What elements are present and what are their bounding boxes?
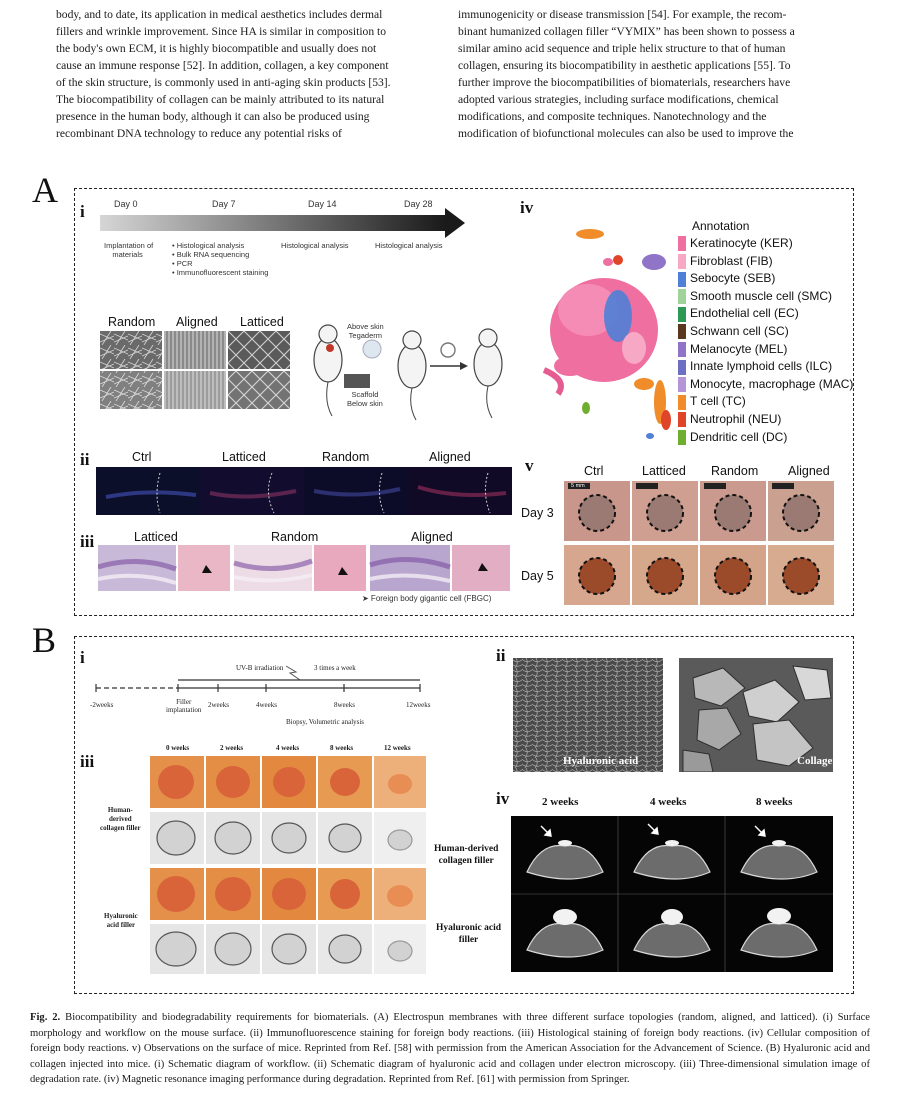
timeline-day-14: Day 14 — [308, 199, 337, 209]
text-line: collagen, ensuring its biocompatibility in aesthetic applications [55]. To — [458, 59, 791, 72]
iv-week-2: 2 weeks — [542, 796, 579, 808]
annotation-item — [678, 359, 832, 376]
annotation-swatch — [678, 324, 686, 339]
wound-photo-grid — [564, 481, 836, 607]
annotation-label: Endothelial cell (EC) — [690, 306, 799, 321]
annotation-item — [678, 271, 775, 288]
panel-b-i-label: i — [80, 648, 85, 667]
annotation-label: Sebocyte (SEB) — [690, 271, 776, 286]
iv-row-ha: Hyaluronic acid filler — [436, 923, 502, 945]
mouse-scaffold-label: Scaffold Below skin — [347, 390, 383, 408]
annotation-swatch — [678, 430, 686, 445]
iii-row-ha: Hyaluronic acid filler — [104, 912, 138, 929]
iii-row-collagen: Human- derived collagen filler — [100, 806, 141, 832]
mouse-workflow-diagram — [300, 316, 530, 426]
iii-week-4: 4 weeks — [276, 744, 300, 752]
iv-week-4: 4 weeks — [650, 796, 687, 808]
panel-a-letter: A — [32, 170, 58, 210]
panel-b-letter: B — [32, 620, 57, 660]
timeline-day-7: Day 7 — [212, 199, 236, 209]
figure-caption — [30, 1010, 870, 1088]
text-line: cause an immune response [52]. In addition, collagen, a key component — [56, 59, 389, 72]
body-text-left-column — [56, 6, 428, 142]
panel-b-timeline — [90, 662, 430, 696]
iii-week-0: 0 weeks — [166, 744, 190, 752]
ii-label-random: Random — [322, 450, 370, 464]
annotation-item — [678, 289, 832, 306]
v-col-latticed: Latticed — [642, 464, 686, 478]
timeline-note-day0: Implantation of materials — [104, 241, 154, 259]
sem-label-ha: Hyaluronic acid — [563, 755, 639, 767]
v-row-day5: Day 5 — [521, 569, 554, 583]
annotation-swatch — [678, 307, 686, 322]
iii-label-aligned: Aligned — [411, 530, 453, 544]
text-line: the body's own ECM, it is highly biocompatible and usually does not — [56, 42, 377, 55]
annotation-item — [678, 342, 787, 359]
timeline-tick-minus2: -2weeks — [90, 701, 114, 709]
text-line: The biocompatibility of collagen can be mainly attributed to its natural — [56, 93, 385, 106]
umap-scatter-plot — [538, 220, 678, 448]
iii-label-latticed: Latticed — [134, 530, 178, 544]
annotation-swatch — [678, 289, 686, 304]
mri-image-grid — [511, 816, 833, 972]
annotation-swatch — [678, 377, 686, 392]
timeline-tick-implant: Filler implantation — [166, 698, 202, 714]
histology-strip — [98, 545, 510, 591]
annotation-item — [678, 412, 781, 429]
uvb-label: UV-B irradiation — [236, 664, 284, 672]
caption-text: Biocompatibility and biodegradability requirements for biomaterials. (A) Electrospun membranes with three different surface topologies (random, aligned, and latticed). (i) Surface morphology and workflow on the mouse surface. (ii) Immunofluorescence staining for foreign body reactions. (iii) Histological staining of foreign body reactions. (iv) Cellular composition of foreign body reactions. v) Observations on the surface of mice. Reprinted from Ref. [58] with permission from the American Association for the Advancement of Science. (B) Hyaluronic acid and collagen injected into mice. (i) Schematic diagram of workflow. (ii) Schematic diagram of hyaluronic acid and collagen under electron microscopy. (iii) Three-dimensional simulation image of degradation rate. (iv) Magnetic resonance imaging performance during degradation. Reprinted from Ref. [61] with permission from Springer. — [30, 1012, 870, 1086]
annotation-swatch — [678, 412, 686, 427]
annotation-label: Smooth muscle cell (SMC) — [690, 288, 833, 303]
timeline-tick-2w: 2weeks — [208, 701, 229, 709]
timeline-note-day7: • Histological analysis • Bulk RNA sequencing • PCR • Immunofluorescent staining — [172, 241, 269, 277]
annotation-swatch — [678, 360, 686, 375]
annotation-item — [678, 236, 793, 253]
timeline-tick-12w: 12weeks — [406, 701, 431, 709]
v-row-day3: Day 3 — [521, 506, 554, 520]
iii-week-12: 12 weeks — [384, 744, 411, 752]
text-line: immunogenicity or disease transmission [54]. For example, the recom- — [458, 8, 787, 21]
annotation-item — [678, 324, 789, 341]
iii-week-2: 2 weeks — [220, 744, 244, 752]
annotation-swatch — [678, 395, 686, 410]
timeline-tick-8w: 8weeks — [334, 701, 355, 709]
text-line: binant humanized collagen filler “VYMIX” has been shown to possess a — [458, 25, 795, 38]
annotation-label: Innate lymphoid cells (ILC) — [690, 359, 833, 374]
uvb-frequency: 3 times a week — [314, 664, 356, 672]
degradation-3d-grid — [150, 756, 426, 974]
text-line: further improve the biocompatibilities of biomaterials, researchers have — [458, 76, 791, 89]
timeline-note-day14: Histological analysis — [281, 241, 349, 250]
annotation-label: Neutrophil (NEU) — [690, 412, 782, 426]
annotation-item — [678, 306, 799, 323]
annotation-label: Dendritic cell (DC) — [690, 429, 788, 444]
iii-label-random: Random — [271, 530, 319, 544]
annotation-label: Monocyte, macrophage (MAC) — [690, 376, 854, 391]
annotation-label: Fibroblast (FIB) — [690, 253, 773, 268]
panel-a-v-label: v — [525, 456, 534, 475]
panel-a-iv-label: iv — [520, 198, 534, 217]
timeline-day-28: Day 28 — [404, 199, 433, 209]
v-col-ctrl: Ctrl — [584, 464, 604, 478]
iii-week-8: 8 weeks — [330, 744, 354, 752]
panel-a-iii-label: iii — [80, 532, 95, 551]
mouse-above-skin-label: Above skin Tegaderm — [347, 322, 384, 340]
annotation-swatch — [678, 342, 686, 357]
annotation-swatch — [678, 236, 686, 251]
iv-week-8: 8 weeks — [756, 796, 793, 808]
annotation-label: Schwann cell (SC) — [690, 324, 789, 338]
annotation-item — [678, 254, 773, 271]
panel-a-ii-label: ii — [80, 450, 90, 469]
text-line: modification of biofunctional molecules can also be used to improve the — [458, 127, 794, 140]
annotation-swatch — [678, 272, 686, 287]
text-line: fillers and wrinkle improvement. Since HA is similar in composition to — [56, 25, 387, 38]
annotation-title: Annotation — [692, 219, 750, 233]
ii-label-latticed: Latticed — [222, 450, 266, 464]
caption-label: Fig. 2. — [30, 1012, 61, 1023]
annotation-item — [678, 377, 853, 394]
annotation-item — [678, 394, 746, 411]
panel-a-i-label: i — [80, 202, 85, 221]
sem-label-collagen: Collagen — [797, 755, 839, 767]
timeline-day-0: Day 0 — [114, 199, 138, 209]
panel-b-iii-label: iii — [80, 752, 95, 771]
annotation-label: T cell (TC) — [690, 394, 746, 409]
timeline-note-day28: Histological analysis — [375, 241, 443, 250]
timeline-tick-4w: 4weeks — [256, 701, 277, 709]
text-line: presence in the human body, although it can also be produced using — [56, 110, 370, 123]
v-col-aligned: Aligned — [788, 464, 830, 478]
text-line: of the skin structure, is commonly used in anti-aging skin products [53]. — [56, 76, 391, 89]
text-line: recombinant DNA technology to reduce any potential risks of — [56, 127, 342, 140]
scale-label: 5 mm — [571, 483, 585, 489]
biopsy-label: Biopsy, Volumetric analysis — [286, 718, 365, 726]
panel-b-ii-label: ii — [496, 646, 506, 665]
body-text-right-column — [458, 6, 855, 142]
membrane-label-random: Random — [108, 315, 156, 329]
annotation-swatch — [678, 254, 686, 269]
text-line: adopted various strategies, including surface modifications, chemical — [458, 93, 779, 106]
immunofluorescence-strip — [96, 467, 512, 515]
panel-b-iv-label: iv — [496, 789, 510, 808]
v-col-random: Random — [711, 464, 759, 478]
text-line: body, and to date, its application in medical aesthetics includes dermal — [56, 8, 383, 21]
membrane-sem-images — [100, 331, 290, 411]
membrane-label-aligned: Aligned — [176, 315, 218, 329]
iv-row-collagen: Human-derived collagen filler — [434, 844, 499, 866]
text-line: modifications, and composite techniques. Nanotechnology and the — [458, 110, 767, 123]
sem-images — [513, 658, 833, 772]
ii-label-ctrl: Ctrl — [132, 450, 152, 464]
annotation-label: Melanocyte (MEL) — [690, 341, 788, 356]
membrane-label-latticed: Latticed — [240, 315, 284, 329]
text-line: similar amino acid sequence and triple helix structure to that of human — [458, 42, 786, 55]
ii-label-aligned: Aligned — [429, 450, 471, 464]
annotation-item — [678, 430, 787, 447]
fbgc-legend: ➤ Foreign body gigantic cell (FBGC) — [362, 594, 492, 603]
annotation-label: Keratinocyte (KER) — [690, 236, 793, 250]
